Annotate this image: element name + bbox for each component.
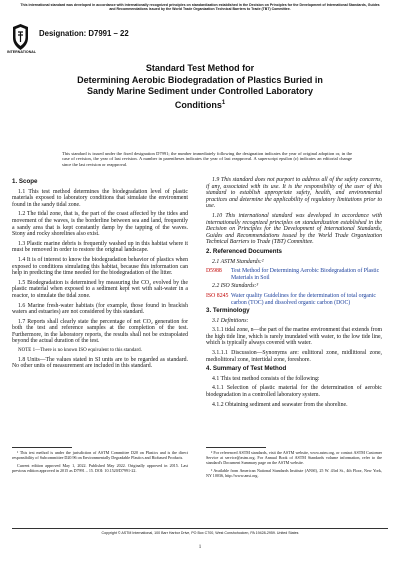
reference-code[interactable]: ISO 8245: [206, 292, 229, 299]
section-heading-terminology: 3. Terminology: [206, 307, 250, 315]
section-heading-referenced-documents: 2. Referenced Documents: [206, 247, 282, 255]
definition-discussion: 3.1.1.1 Discussion—Synonyms are: eulittoral zone, midlittoral zone, mediolittoral zone, intertidal zone, foreshore.: [206, 350, 382, 363]
paragraph-4-1: 4.1 This test method consists of the following:: [212, 375, 320, 382]
note-1: NOTE 1—There is no known ISO equivalent to this standard.: [18, 348, 142, 354]
paragraph-1-3: 1.3 Plastic marine debris is frequently washed up in this habitat where it must be removed in order to restore the original landscape.: [12, 240, 188, 254]
definition-tidal-zone: 3.1.1 tidal zone, n—the part of the marine environment that extends from the high tide line, which is rarely inundated with water, to the low tide line, which is typically always covered with water.: [206, 327, 382, 347]
footnote-1-edition: Current edition approved May 1, 2022. Published May 2022. Originally approved in 2015. Last previous edition approved in 2015 as D7991 – 15. DOI: 10.1520/D7991-22.: [12, 463, 188, 473]
title-footnote-marker: 1: [221, 99, 226, 106]
title-line-3: Sandy Marine Sediment under Controlled Laboratory: [86, 86, 314, 96]
paragraph-1-10: 1.10 This international standard was developed in accordance with internationally recognized principles on standardization established in the Decision on Principles for the Development of International Standards, Guides and Recommendations issued by the World Trade Organization Technical Barriers to Trade (TBT) Committee.: [206, 212, 382, 246]
document-title: [50, 63, 350, 111]
astm-logo-icon: [12, 24, 29, 50]
section-heading-summary: 4. Summary of Test Method: [206, 365, 287, 373]
left-column: [12, 177, 188, 373]
paragraph-4-1-2: 4.1.2 Obtaining sediment and seawater from the shoreline.: [212, 401, 348, 408]
footnotes-right: [206, 450, 382, 481]
top-note: This international standard was developed in accordance with internationally recognized principles on standardization established in the Decision on Principles for the Development of International Standards, Guides and Recommendations issued by the World Trade Organization Technical Barriers to Trade (TBT) Committee.: [20, 3, 380, 12]
title-line-2: Determining Aerobic Biodegradation of Plastics Buried in: [77, 74, 323, 85]
paragraph-1-6: 1.6 Marine fresh-water habitats (for example, those found in brackish waters and estuaries) are not considered by this standard.: [12, 302, 188, 316]
reference-title[interactable]: Test Method for Determining Aerobic Biodegradation of Plastic Materials in Soil: [231, 268, 380, 281]
footnote-divider: [206, 447, 266, 448]
paragraph-1-7: 1.7 Reports shall clearly state the percentage of net CO₂ generation for both the test and reference samples at the completion of the test. Furthermore, in the laboratory reports, the results shall not be extrapolated beyond the actual duration of the test.: [12, 318, 188, 345]
paragraph-1-8: 1.8 Units—The values stated in SI units are to be regarded as standard. No other units of measurement are included in this standard.: [12, 356, 188, 370]
title-line-4: Conditions$^1$: [174, 99, 226, 110]
logo-text: INTERNATIONAL: [7, 50, 37, 54]
standard-note: This standard is issued under the fixed designation D7991; the number immediately following the designation indicates the year of original adoption or, in the case of revision, the year of last revision. A number in parentheses indicates the year of last reapproval. A superscript epsilon (ε) indicates an editorial change since the last revision or reapproval.: [62, 151, 352, 167]
right-column: [206, 177, 382, 411]
bottom-divider: [12, 528, 388, 529]
footnote-1: ¹ This test method is under the jurisdiction of ASTM Committee D20 on Plastics and is the direct responsibility of Subcommittee D20.96 on Environmentally Degradable Plastics and Biobased Products.: [12, 450, 188, 460]
paragraph-1-9: 1.9 This standard does not purport to address all of the safety concerns, if any, associated with its use. It is the responsibility of the user of this standard to establish appropriate safety, health, and environmental practices and determine the applicability of regulatory limitations prior to use.: [206, 177, 382, 210]
reference-code[interactable]: D5988: [206, 268, 222, 275]
paragraph-1-2: 1.2 The tidal zone, that is, the part of the coast affected by the tides and movement of the waves, is the borderline between sea and land, frequently a sandy area that is kept constantly damp by the tapping of the waves. Stony and rocky shorelines also exist.: [12, 211, 188, 238]
iso-standards-heading: 2.2 ISO Standards:³: [212, 283, 259, 290]
designation: Designation: D7991 – 22: [39, 29, 129, 38]
title-line-1: Standard Test Method for: [145, 63, 255, 73]
astm-standards-heading: 2.1 ASTM Standards:²: [212, 258, 264, 265]
footnotes-left: [12, 450, 188, 476]
reference-title[interactable]: Water quality Guidelines for the determination of total organic carbon (TOC) and dissolved organic carbon (DOC): [231, 292, 376, 306]
paragraph-1-1: 1.1 This test method determines the biodegradation level of plastic materials exposed to laboratory conditions that simulate the environment found in the sandy tidal zone.: [12, 188, 188, 208]
paragraph-1-4: 1.4 It is of interest to know the biodegradation behavior of plastics when exposed to conditions simulating this habitat, because this information can help in predicting the time needed for the biodegradation of the litter.: [12, 256, 188, 277]
footnote-2: ² For referenced ASTM standards, visit the ASTM website, www.astm.org, or contact ASTM Customer Service at service@astm.org. For Annual Book of ASTM Standards volume information, refer to the standard's Document Summary page on the ASTM website.: [206, 450, 382, 465]
paragraph-1-5: 1.5 Biodegradation is determined by measuring the CO₂ evolved by the plastic material when exposed to a sediment kept wet with salt-water in a reactor, to simulate the tidal zone.: [12, 279, 188, 299]
page-number: 1: [198, 545, 202, 550]
footnote-3: ³ Available from American National Standards Institute (ANSI), 25 W. 43rd St., 4th Floor, New York, NY 10036, http://www.ansi.org.: [206, 468, 382, 478]
definitions-heading: 3.1 Definitions:: [212, 317, 249, 324]
reference-iso-8245[interactable]: [206, 293, 382, 306]
reference-d5988[interactable]: [206, 268, 382, 281]
footnote-divider: [12, 447, 72, 448]
paragraph-4-1-1: 4.1.1 Selection of plastic material for the determination of aerobic biodegradation in a controlled laboratory system.: [206, 385, 382, 399]
section-heading-scope: 1. Scope: [12, 178, 38, 185]
copyright-notice: Copyright © ASTM International, 100 Barr Harbor Drive, PO Box C700, West Conshohocken, PA 19428-2959. United States: [101, 531, 299, 535]
